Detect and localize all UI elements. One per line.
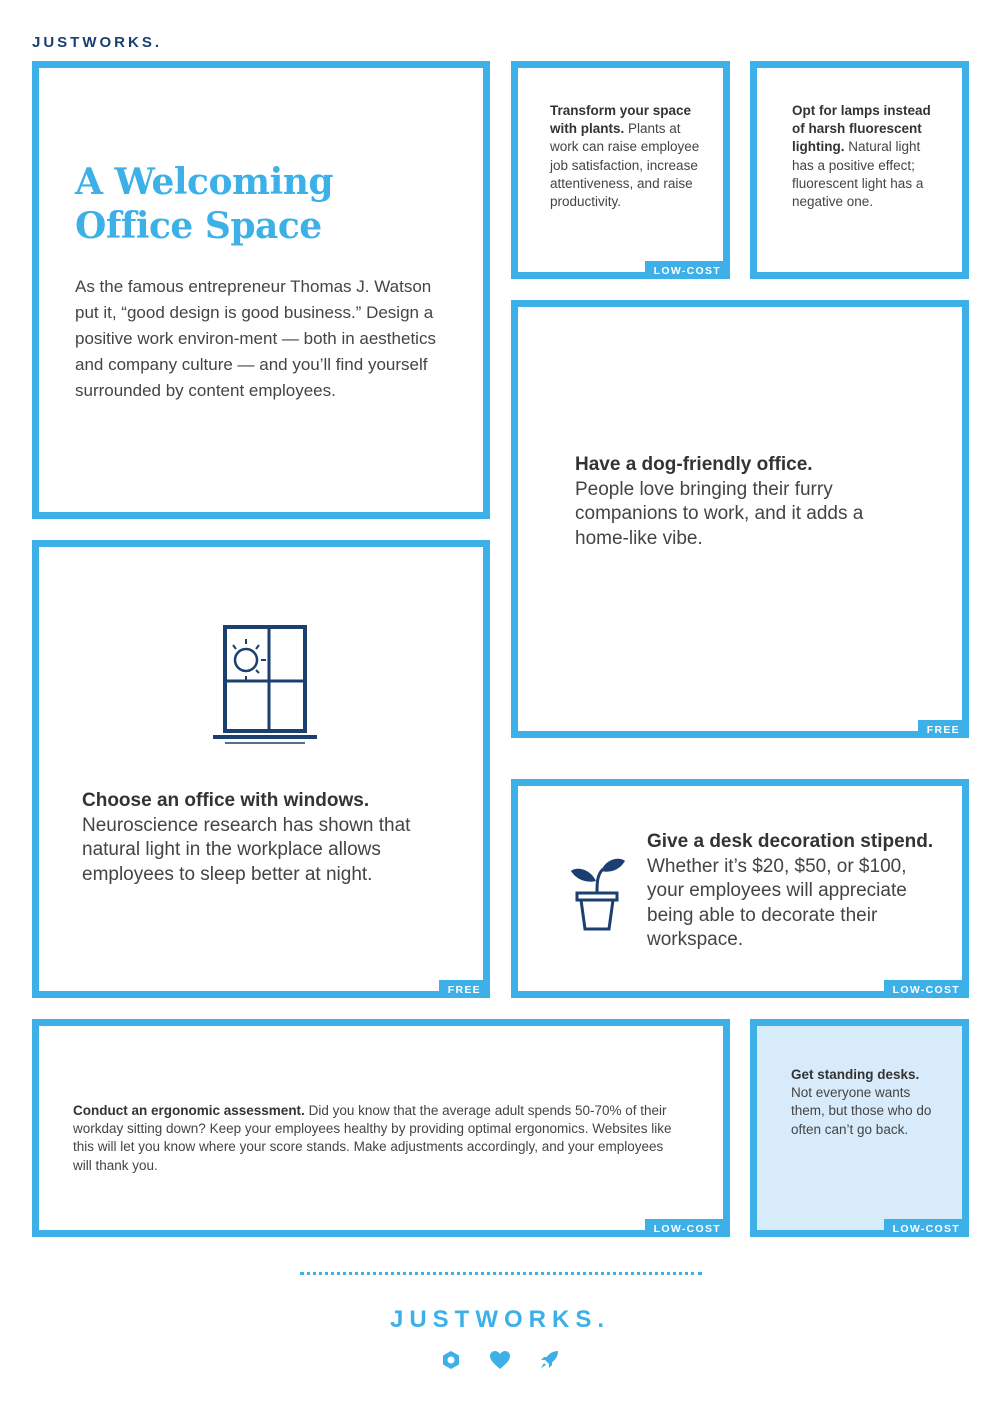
- standing-desks-card: [750, 1019, 969, 1237]
- hexagon-icon: [441, 1350, 461, 1370]
- plants-cost-tag: LOW-COST: [645, 261, 730, 279]
- page-title: [75, 160, 333, 248]
- hero-card: [32, 61, 490, 519]
- windows-body: Neuroscience research has shown that natural light in the workplace allows employees to sleep better at night.: [82, 814, 411, 885]
- dog-text: [575, 453, 905, 551]
- logo-bottom: JUSTWORKS.: [389, 1306, 610, 1333]
- potted-plant-icon: [569, 853, 625, 933]
- stipend-heading: Give a desk decoration stipend.: [647, 831, 934, 852]
- intro-paragraph: As the famous entrepreneur Thomas J. Watson put it, “good design is good business.” Design a positive work environ-ment — both in aesthetics and company culture — and you’ll find yourself surrounded by content employees.: [75, 277, 436, 400]
- lamps-text: [792, 102, 942, 211]
- logo-top: JUSTWORKS.: [32, 34, 163, 51]
- plants-card: [511, 61, 730, 279]
- standing-heading: Get standing desks.: [791, 1067, 920, 1082]
- stipend-cost-tag: LOW-COST: [884, 980, 969, 998]
- dog-heading: Have a dog-friendly office.: [575, 454, 813, 475]
- heart-icon: [489, 1350, 511, 1370]
- rocket-icon: [539, 1350, 559, 1370]
- windows-heading: Choose an office with windows.: [82, 790, 370, 811]
- lamps-body: Natural light has a positive effect; fluorescent light has a negative one.: [792, 139, 924, 210]
- dog-card: [511, 300, 969, 738]
- plants-body: Plants at work can raise employee job satisfaction, increase attentiveness, and raise productivity.: [550, 121, 700, 210]
- ergonomic-text: [73, 1102, 683, 1175]
- dog-body: People love bringing their furry companions to work, and it adds a home-like vibe.: [575, 478, 864, 549]
- windows-cost-tag: FREE: [439, 980, 490, 998]
- window-sun-icon: [213, 621, 317, 745]
- plants-heading: Transform your space with plants.: [550, 103, 692, 137]
- title-line-2: Office Space: [75, 205, 322, 247]
- windows-text: [82, 789, 462, 887]
- lamps-card: [750, 61, 969, 279]
- ergonomic-card: [32, 1019, 730, 1237]
- windows-card: [32, 540, 490, 998]
- dotted-divider: [300, 1272, 702, 1275]
- footer-icons: [0, 1350, 1000, 1370]
- standing-text: [791, 1066, 941, 1139]
- standing-cost-tag: LOW-COST: [884, 1219, 969, 1237]
- ergonomic-body: Did you know that the average adult spends 50-70% of their workday sitting down? Keep your employees healthy by providing optimal ergonomics. Websites like this will let you know where your score stands. Make adjustments accordingly, and your employees will thank you.: [73, 1103, 672, 1173]
- stipend-body: Whether it’s $20, $50, or $100, your employees will appreciate being able to decorate their workspace.: [647, 855, 907, 950]
- lamps-heading: Opt for lamps instead of harsh fluorescent lighting.: [792, 103, 931, 155]
- dog-cost-tag: FREE: [918, 720, 969, 738]
- title-line-1: A Welcoming: [75, 161, 334, 203]
- ergonomic-cost-tag: LOW-COST: [645, 1219, 730, 1237]
- ergonomic-heading: Conduct an ergonomic assessment.: [73, 1103, 305, 1118]
- plants-text: [550, 102, 710, 211]
- stipend-card: [511, 779, 969, 998]
- stipend-text: [647, 830, 937, 953]
- standing-body: Not everyone wants them, but those who do often can’t go back.: [791, 1085, 932, 1137]
